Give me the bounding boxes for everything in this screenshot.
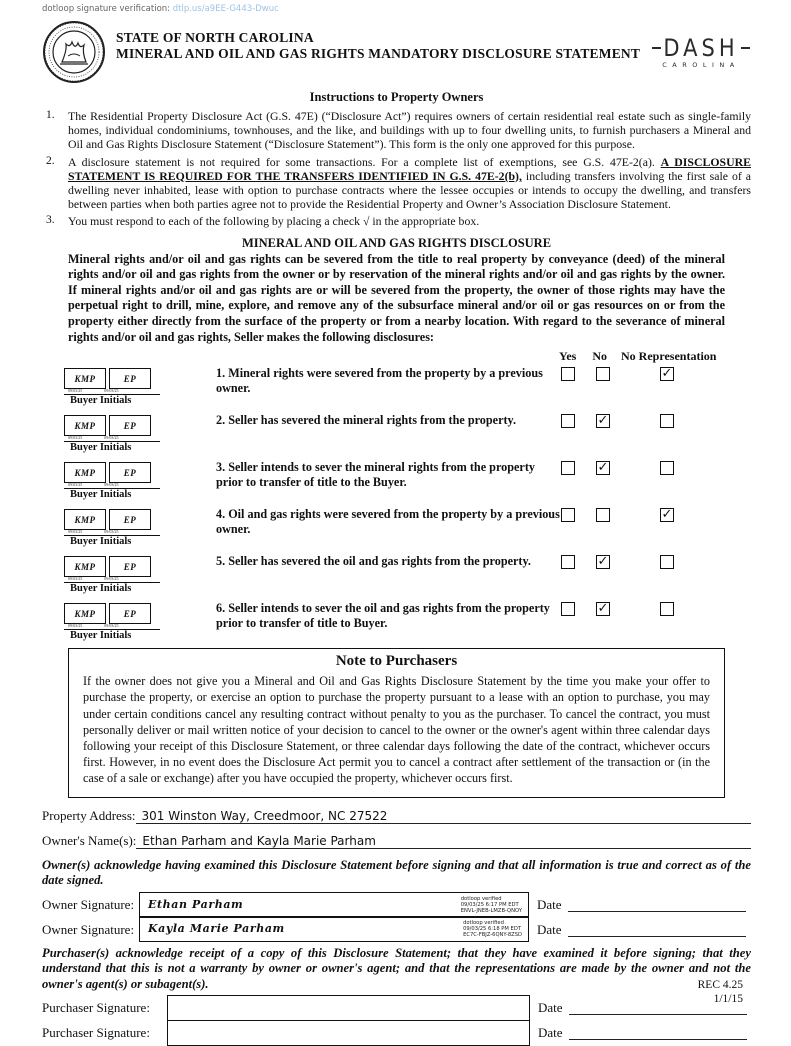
col-header-no-representation: No Representation (621, 349, 717, 364)
owner-signature-label: Owner Signature: (42, 921, 135, 937)
checkbox-yes[interactable] (561, 414, 575, 428)
owner-signature-row-1 (42, 892, 751, 918)
initial-stamp-right: 09/03/25 (104, 529, 119, 535)
disclosure-question: 3. Seller intends to sever the mineral rights from the property prior to transfer of title to the Buyer. (216, 460, 535, 490)
initial-stamp-right: 09/03/25 (104, 623, 119, 629)
note-body: If the owner does not give you a Mineral and Oil and Gas Rights Disclosure Statement by the time you make your offer to purchase the property, or exercise an option to purchase the property pursuant to a lease with an option to purchase, you may under certain conditions cancel any resulting contract without penalty to you as the purchaser. To cancel the contract, you must personally deliver or mail written notice of your decision to cancel to the owner or the owner's agent within three calendar days following your receipt of this Disclosure Statement, or three calendar days following the date of the contract, whichever occurs first. However, in no event does the Disclosure Act permit you to cancel a contract after settlement of the transaction or (in the case of a sale or exchange) after you have occupied the property, whichever occurs first. (83, 674, 710, 786)
buyer-initials-block (64, 554, 216, 594)
checkbox-no[interactable]: ✓ (597, 554, 609, 570)
property-address-value[interactable]: 301 Winston Way, Creedmoor, NC 27522 (136, 809, 751, 824)
buyer-initials-block (64, 460, 216, 500)
state-line: STATE OF NORTH CAROLINA (116, 30, 314, 45)
col-header-yes: Yes (559, 349, 577, 364)
initial-stamp-right: 09/03/25 (104, 576, 119, 582)
purchaser-signature-row-2 (42, 1021, 751, 1045)
checkbox-no[interactable]: ✓ (597, 460, 609, 476)
disclosure-intro: Mineral rights and/or oil and gas rights can be severed from the title to real property by conveyance (deed) of the mineral rights and/or oil and gas rights from the owner or by reservation of the mineral rights and/or oil and gas rights by the owner. If mineral rights and/or oil and gas rights are or will be severed from the property, the owner of those rights may have the perpetual right to drill, mine, explore, and remove any of the subsurface mineral and/or oil or gas resources on or from the property either directly from the surface of the property or from a nearby location. With regard to the severance of mineral rights and/or oil and gas rights, Seller makes the following disclosures: (68, 251, 725, 344)
buyer-initials-label: Buyer Initials (64, 582, 160, 594)
buyer-initials-block (64, 413, 216, 453)
purchaser-signature-label: Purchaser Signature: (42, 1025, 150, 1041)
checkbox-no[interactable]: ✓ (597, 413, 609, 429)
stamp-line-datetime: 09/03/25 6:18 PM EDT (463, 925, 522, 932)
buyer-initials-block (64, 366, 216, 406)
instruction-item-3 (42, 214, 751, 228)
stamp-line-id: ENVL-JNEB-LMZB-QNOY (460, 907, 522, 914)
owner-signature-ethan: Ethan Parham (148, 898, 244, 912)
note-to-purchasers-box (68, 648, 725, 797)
buyer-initial-box-ep[interactable]: EP (109, 462, 151, 483)
initial-stamp-right: 09/03/25 (104, 388, 119, 394)
disclosure-row-4 (64, 507, 751, 547)
instruction-3-number: 3. (46, 214, 55, 227)
owner-signature-box-1[interactable] (139, 892, 529, 918)
checkbox-no[interactable] (596, 367, 610, 381)
disclosure-row-6 (64, 601, 751, 641)
logo-subtext: CAROLINA (662, 61, 740, 69)
buyer-initial-box-kmp[interactable]: KMP (64, 462, 106, 483)
initial-stamp-right: 09/03/25 (104, 435, 119, 441)
logo-right-dash (741, 47, 750, 50)
buyer-initials-label: Buyer Initials (64, 629, 160, 641)
note-title: Note to Purchasers (335, 653, 458, 670)
checkbox-yes[interactable] (561, 508, 575, 522)
checkbox-no-representation[interactable]: ✓ (661, 366, 673, 382)
disclosure-row-3 (64, 460, 751, 500)
owner-signature-kayla: Kayla Marie Parham (148, 922, 285, 936)
date-label: Date (537, 921, 562, 937)
instruction-2-number: 2. (46, 154, 55, 167)
form-title: MINERAL AND OIL AND GAS RIGHTS MANDATORY DISCLOSURE STATEMENT (116, 46, 641, 61)
buyer-initials-block (64, 601, 216, 641)
form-header (42, 20, 751, 84)
instruction-3-text: You must respond to each of the following by placing a check √ in the appropriate box. (68, 214, 480, 229)
disclosure-column-headers (64, 349, 751, 364)
form-footer (698, 978, 743, 1006)
owners-name-value[interactable]: Ethan Parham and Kayla Marie Parham (136, 834, 751, 849)
dotloop-verified-stamp-1 (461, 896, 526, 914)
instruction-1-text: The Residential Property Disclosure Act (G.S. 47E) (“Disclosure Act”) requires owners of certain residential real estate such as single-family homes, individual condominiums, townhouses, and the like, and buildings with up to four dwelling units, to furnish purchasers a Mineral and Oil and Gas Rights Disclosure Statement (“Disclosure Statement”). This form is the only one approved for this purpose. (68, 109, 751, 152)
disclosure-row-5 (64, 554, 751, 594)
disclosure-question: 4. Oil and gas rights were severed from the property by a previous owner. (216, 507, 560, 537)
initial-stamp-left: 09/03/25 (68, 388, 83, 394)
instruction-2-text (68, 155, 751, 212)
checkbox-no[interactable] (596, 508, 610, 522)
disclosure-question: 6. Seller intends to sever the oil and gas rights from the property prior to transfer of title to Buyer. (216, 601, 550, 631)
owner-signature-box-2[interactable] (139, 916, 529, 942)
buyer-initial-box-kmp[interactable]: KMP (64, 415, 106, 436)
instruction-2-post: including transfers involving the first sale of a dwelling never inhabited, lease with option to purchase contracts where the lessee occupies or intends to occupy the dwelling, and transfers between parties when both parties agree not to provide the Residential Property and Owner’s Association Disclosure Statement. (68, 168, 751, 212)
disclosure-row-2 (64, 413, 751, 453)
stamp-line-id: EC7C-FBJZ-6QNY-8ZSD (463, 931, 522, 938)
date-input-line[interactable] (568, 898, 746, 912)
date-label: Date (538, 1000, 563, 1016)
buyer-initial-box-kmp[interactable]: KMP (64, 556, 106, 577)
buyer-initials-label: Buyer Initials (64, 535, 160, 547)
instruction-item-1 (42, 109, 751, 152)
checkbox-yes[interactable] (561, 367, 575, 381)
nc-real-estate-commission-seal-icon (42, 20, 106, 84)
purchaser-signature-label: Purchaser Signature: (42, 1000, 150, 1016)
stamp-line-verified: dotloop verified (463, 919, 504, 926)
buyer-initials-label: Buyer Initials (64, 394, 160, 406)
buyer-initials-label: Buyer Initials (64, 441, 160, 453)
verification-label: dotloop signature verification: (42, 4, 171, 14)
checkbox-no-representation[interactable] (660, 461, 674, 475)
initial-stamp-left: 09/03/25 (68, 576, 83, 582)
owner-acknowledgement: Owner(s) acknowledge having examined this Disclosure Statement before signing and that all information is true and correct as of the date signed. (42, 857, 751, 888)
owner-signature-row-2 (42, 918, 751, 942)
logo-text: DASH (663, 34, 739, 62)
purchaser-signature-row-1 (42, 995, 751, 1021)
disclosure-heading: MINERAL AND OIL AND GAS RIGHTS DISCLOSURE (241, 235, 552, 250)
initial-stamp-left: 09/03/25 (68, 482, 83, 488)
property-address-row (42, 808, 751, 824)
instruction-2-pre: A disclosure statement is not required for some transactions. For a complete list of exemptions, see G.S. 47E-2(a). (68, 154, 661, 169)
owners-name-row (42, 833, 751, 849)
date-label: Date (538, 1025, 563, 1041)
stamp-line-datetime: 09/03/25 6:17 PM EDT (460, 901, 519, 908)
buyer-initial-box-ep[interactable]: EP (109, 509, 151, 530)
date-input-line[interactable] (569, 1026, 747, 1040)
verification-link[interactable]: dtlp.us/a9EE-G443-Dwuc (172, 4, 279, 14)
date-input-line[interactable] (568, 923, 746, 937)
buyer-initial-box-kmp[interactable]: KMP (64, 368, 106, 389)
instructions-heading: Instructions to Property Owners (309, 90, 484, 104)
instruction-item-2 (42, 155, 751, 212)
checkbox-no-representation[interactable] (660, 555, 674, 569)
buyer-initials-label: Buyer Initials (64, 488, 160, 500)
checkbox-yes[interactable] (561, 461, 575, 475)
checkbox-no[interactable]: ✓ (597, 601, 609, 617)
initial-stamp-right: 09/03/25 (104, 482, 119, 488)
checkbox-yes[interactable] (561, 555, 575, 569)
stamp-line-verified: dotloop verified (460, 895, 502, 902)
owner-signature-label: Owner Signature: (42, 896, 135, 912)
disclosure-question: 5. Seller has severed the oil and gas rights from the property. (216, 554, 531, 569)
disclosure-row-1 (64, 366, 751, 406)
dotloop-verified-stamp-2 (463, 920, 526, 938)
buyer-initial-box-kmp[interactable]: KMP (64, 603, 106, 624)
disclosure-question: 2. Seller has severed the mineral rights from the property. (216, 413, 517, 428)
purchaser-signature-box-1[interactable] (167, 995, 530, 1021)
initial-stamp-left: 09/03/25 (68, 623, 83, 629)
date-label: Date (537, 896, 562, 912)
purchaser-acknowledgement: Purchaser(s) acknowledge receipt of a copy of this Disclosure Statement; that they have examined it before signing; that they understand that this is not a warranty by owner or owner's agent; and that the representations are made by the owner and not the owner's agent(s) or subagent(s). (42, 945, 751, 991)
form-number: REC 4.25 (697, 979, 743, 991)
checkbox-no-representation[interactable] (660, 602, 674, 616)
instruction-1-number: 1. (46, 109, 55, 121)
title-block (116, 20, 643, 62)
initial-stamp-left: 09/03/25 (68, 435, 83, 441)
logo-left-dash (652, 47, 661, 50)
checkbox-no-representation[interactable]: ✓ (661, 507, 673, 523)
form-revision-date: 1/1/15 (713, 993, 743, 1005)
checkbox-no-representation[interactable] (660, 414, 674, 428)
instructions-list (42, 109, 751, 229)
disclosure-table (64, 349, 751, 641)
dash-carolina-logo (651, 20, 751, 69)
buyer-initials-block (64, 507, 216, 547)
buyer-initial-box-kmp[interactable]: KMP (64, 509, 106, 530)
property-address-label: Property Address: (42, 807, 136, 823)
col-header-no: No (592, 349, 608, 364)
disclosure-question: 1. Mineral rights were severed from the property by a previous owner. (216, 366, 543, 396)
buyer-initial-box-ep[interactable]: EP (109, 415, 151, 436)
buyer-initial-box-ep[interactable]: EP (109, 368, 151, 389)
instruction-2-bold: A DISCLOSURE STATEMENT IS REQUIRED FOR THE TRANSFERS IDENTIFIED IN G.S. 47E-2(b), (68, 154, 751, 183)
verification-line (42, 4, 751, 14)
buyer-initial-box-ep[interactable]: EP (109, 556, 151, 577)
checkbox-yes[interactable] (561, 602, 575, 616)
owners-name-label: Owner's Name(s): (42, 832, 137, 848)
purchaser-signature-box-2[interactable] (167, 1020, 530, 1046)
initial-stamp-left: 09/03/25 (68, 529, 83, 535)
buyer-initial-box-ep[interactable]: EP (109, 603, 151, 624)
